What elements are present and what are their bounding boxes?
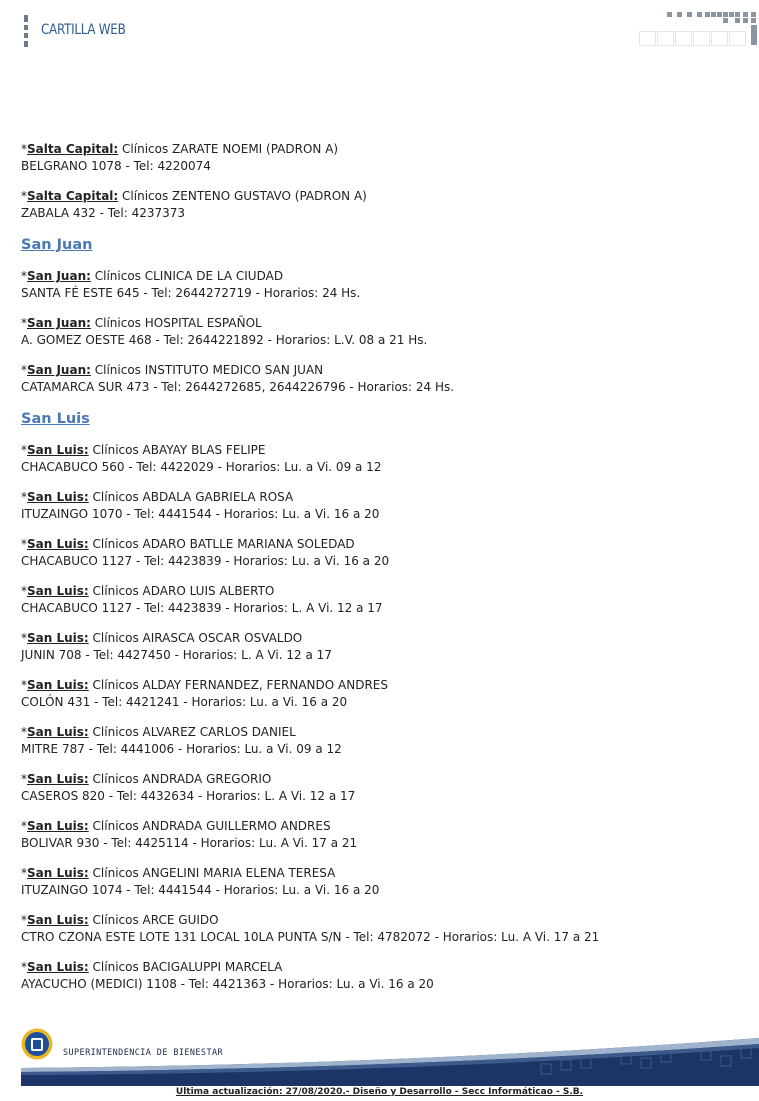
provider-name: Clínicos CLINICA DE LA CIUDAD [94,269,284,283]
provider-details: SANTA FÉ ESTE 645 - Tel: 2644272719 - Horarios: 24 Hs. [21,286,361,300]
provider-location: San Luis: [27,584,89,598]
provider-details: BELGRANO 1078 - Tel: 4220074 [21,159,211,173]
provider-location: Salta Capital: [27,189,119,203]
provider-entry [21,315,741,349]
provider-name: Clínicos ABDALA GABRIELA ROSA [92,490,294,504]
provider-details: CHACABUCO 1127 - Tel: 4423839 - Horarios: Lu. a Vi. 16 a 20 [21,554,390,568]
bullet-asterisk: * [21,725,27,739]
provider-name: Clínicos ADARO LUIS ALBERTO [92,584,275,598]
provider-listing [21,141,741,1006]
provider-details: JUNIN 708 - Tel: 4427450 - Horarios: L. A Vi. 12 a 17 [21,648,332,662]
provider-location: San Luis: [27,725,89,739]
provider-entry [21,959,741,993]
provider-details: CASEROS 820 - Tel: 4432634 - Horarios: L. A Vi. 12 a 17 [21,789,356,803]
provider-name: Clínicos ALVAREZ CARLOS DANIEL [92,725,296,739]
provider-entry [21,141,741,175]
organization-name: SUPERINTENDENCIA DE BIENESTAR [63,1048,224,1058]
provider-name: Clínicos HOSPITAL ESPAÑOL [94,316,262,330]
provider-name: Clínicos ZENTENO GUSTAVO (PADRON A) [122,189,367,203]
provider-entry [21,362,741,396]
provider-name: Clínicos INSTITUTO MEDICO SAN JUAN [94,363,324,377]
bullet-asterisk: * [21,316,27,330]
provider-location: San Juan: [27,316,91,330]
header-decoration-pattern [639,12,759,48]
bullet-asterisk: * [21,960,27,974]
provider-name: Clínicos ANDRADA GREGORIO [92,772,272,786]
bullet-asterisk: * [21,772,27,786]
provider-entry [21,268,741,302]
provider-location: San Luis: [27,631,89,645]
provider-name: Clínicos ALDAY FERNANDEZ, FERNANDO ANDRES [92,678,388,692]
provider-details: CHACABUCO 560 - Tel: 4422029 - Horarios: Lu. a Vi. 09 a 12 [21,460,382,474]
provider-details: MITRE 787 - Tel: 4441006 - Horarios: Lu. a Vi. 09 a 12 [21,742,342,756]
provider-details: ITUZAINGO 1070 - Tel: 4441544 - Horarios: Lu. a Vi. 16 a 20 [21,507,380,521]
provider-entry [21,677,741,711]
provider-location: Salta Capital: [27,142,119,156]
bullet-asterisk: * [21,269,27,283]
provider-details: CHACABUCO 1127 - Tel: 4423839 - Horarios: L. A Vi. 12 a 17 [21,601,383,615]
provider-entry [21,536,741,570]
provider-details: A. GOMEZ OESTE 468 - Tel: 2644221892 - Horarios: L.V. 08 a 21 Hs. [21,333,428,347]
provider-details: ZABALA 432 - Tel: 4237373 [21,206,186,220]
provider-entry [21,912,741,946]
provider-entry [21,583,741,617]
provider-entry [21,865,741,899]
province-heading: San Luis [21,411,90,427]
provider-entry [21,771,741,805]
bullet-asterisk: * [21,678,27,692]
bullet-asterisk: * [21,537,27,551]
bullet-asterisk: * [21,913,27,927]
provider-location: San Luis: [27,913,89,927]
provider-location: San Juan: [27,363,91,377]
provider-name: Clínicos AIRASCA OSCAR OSVALDO [92,631,303,645]
provider-details: CTRO CZONA ESTE LOTE 131 LOCAL 10LA PUNTA S/N - Tel: 4782072 - Horarios: Lu. A Vi. 17 a 21 [21,930,600,944]
page-title: CARTILLA WEB [41,22,126,38]
bullet-asterisk: * [21,819,27,833]
provider-location: San Luis: [27,443,89,457]
provider-details: CATAMARCA SUR 473 - Tel: 2644272685, 2644226796 - Horarios: 24 Hs. [21,380,455,394]
provider-entry [21,818,741,852]
provider-entry [21,442,741,476]
provider-location: San Luis: [27,490,89,504]
provider-location: San Luis: [27,866,89,880]
provider-entry [21,489,741,523]
provider-location: San Juan: [27,269,91,283]
provider-location: San Luis: [27,537,89,551]
provider-location: San Luis: [27,819,89,833]
bullet-asterisk: * [21,631,27,645]
bullet-asterisk: * [21,443,27,457]
header-accent-bar [24,15,28,47]
provider-name: Clínicos ANDRADA GUILLERMO ANDRES [92,819,331,833]
provider-details: ITUZAINGO 1074 - Tel: 4441544 - Horarios: Lu. a Vi. 16 a 20 [21,883,380,897]
provider-details: COLÓN 431 - Tel: 4421241 - Horarios: Lu. a Vi. 16 a 20 [21,695,348,709]
last-update-note: Ultima actualización: 27/08/2020.- Diseño y Desarrollo - Secc Informáticao - S.B. [175,1087,584,1097]
provider-location: San Luis: [27,772,89,786]
bullet-asterisk: * [21,490,27,504]
provider-details: BOLIVAR 930 - Tel: 4425114 - Horarios: Lu. A Vi. 17 a 21 [21,836,358,850]
province-heading: San Juan [21,237,93,253]
bullet-asterisk: * [21,142,27,156]
bullet-asterisk: * [21,866,27,880]
provider-entry [21,630,741,664]
provider-location: San Luis: [27,678,89,692]
bullet-asterisk: * [21,363,27,377]
provider-name: Clínicos ARCE GUIDO [92,913,219,927]
provider-entry [21,724,741,758]
institution-seal-icon [21,1028,53,1060]
provider-details: AYACUCHO (MEDICI) 1108 - Tel: 4421363 - Horarios: Lu. a Vi. 16 a 20 [21,977,434,991]
provider-entry [21,188,741,222]
footer-banner [21,1028,759,1086]
bullet-asterisk: * [21,584,27,598]
provider-name: Clínicos ADARO BATLLE MARIANA SOLEDAD [92,537,355,551]
provider-name: Clínicos ABAYAY BLAS FELIPE [92,443,266,457]
provider-name: Clínicos ANGELINI MARIA ELENA TERESA [92,866,336,880]
provider-name: Clínicos BACIGALUPPI MARCELA [92,960,283,974]
bullet-asterisk: * [21,189,27,203]
provider-location: San Luis: [27,960,89,974]
provider-name: Clínicos ZARATE NOEMI (PADRON A) [122,142,339,156]
